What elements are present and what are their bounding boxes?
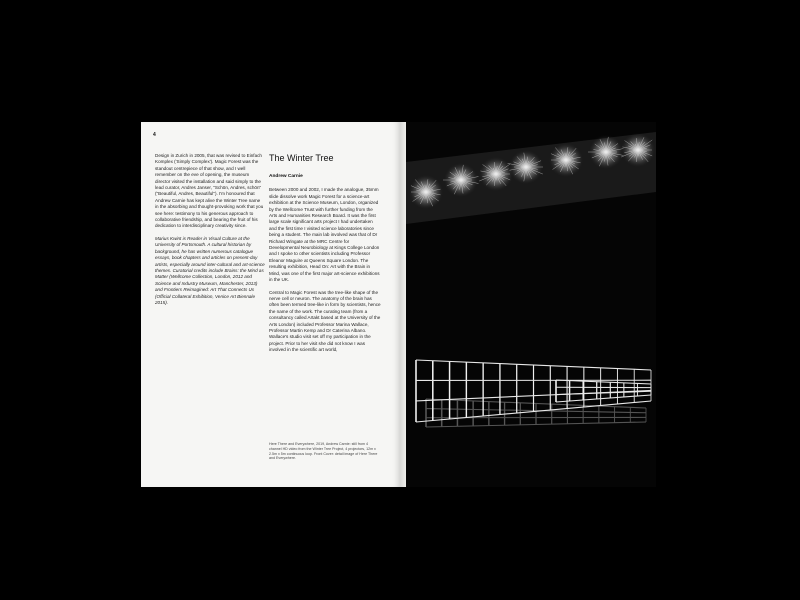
right-text-column xyxy=(269,153,381,360)
article-title: The Winter Tree xyxy=(269,153,334,163)
left-page xyxy=(141,122,400,487)
image-caption: Here There and Everywhere, 2019, Andrew Carnie: still from 4 channel HD video from the Winter Tree Project, 4 projectors, 12m x 2.5m x 5m continuous loop. Front Cover: detail image of Here There and Everywhere. xyxy=(269,442,378,461)
magazine-spread xyxy=(141,122,656,487)
installation-photo-art xyxy=(406,122,656,487)
page-number: 4 xyxy=(153,132,156,138)
left-text-column xyxy=(155,153,265,312)
essay-paragraph: Design in Zurich in 2005, that was revised to Einfach Komplex ('Simply Complex'). Magic Forest was the standout centrepiece of that show, and I well remember on the eve of opening, the museum director visited the installation and said simply to the lead curator, Andres Janser, "Schön, Andres, schön" ("Beautiful, Andres, Beautiful"). I'm honoured that Andrew Carnie has kept alive the Winter Tree name in the absorbing and thought-provoking work that you see here: testimony to his generous approach to collaborative friendship, and bearing the fruit of his dedication to interdisciplinary creativity since. xyxy=(155,153,264,229)
author-bio: Marius Kwint is Reader in Visual Culture at the University of Portsmouth. A cultural historian by background, he has written numerous catalogue essays, book chapters and articles on present-day artists, especially around inter-cultural and art-science themes. Curatorial credits include Brains: the Mind as Matter (Wellcome Collection, London, 2012 and Science and Industry Museum, Manchester, 2013) and Frontiers Reimagined: Art That Connects Us (Official Collateral Exhibition, Venice Art Biennale 2015). xyxy=(155,235,265,305)
article-paragraph-1: Between 2000 and 2002, I made the analogue, 35mm slide dissolve work Magic Forest for a science-art exhibition at the Science Museum, London, organized by the Wellcome Trust with further funding from the Arts and Humanities Research Board. It was the first large scale significant arts project I had undertaken and the first time I visited science laboratories since being a student. The main lab involved was that of Dr Richard Wingate at the MRC Centre for Developmental Neurobiology at Kings College London and I spoke to other scientists including Professor Eleanor Maguire at Queens Square London. The resulting exhibition, Head On: Art with the Brain in Mind, was one of the first major art-science exhibitions in the UK. xyxy=(269,187,380,283)
article-author: Andrew Carnie xyxy=(269,174,303,179)
article-paragraph-2: Central to Magic Forest was the tree-like shape of the nerve cell or neuron. The anatomy of the brain has often been termed tree-like in form by scientists, hence the name of the work. The curating team (from a consultancy called Artakt based at the University of the Arts London) included Professor Marina Wallace, Professor Martin Kemp and Dr Caterina Albano. Wallace's studio visit set off my participation in the project. Prior to her visit she did not know I was involved in the scientific art world, xyxy=(269,289,381,353)
installation-photo xyxy=(406,122,656,487)
